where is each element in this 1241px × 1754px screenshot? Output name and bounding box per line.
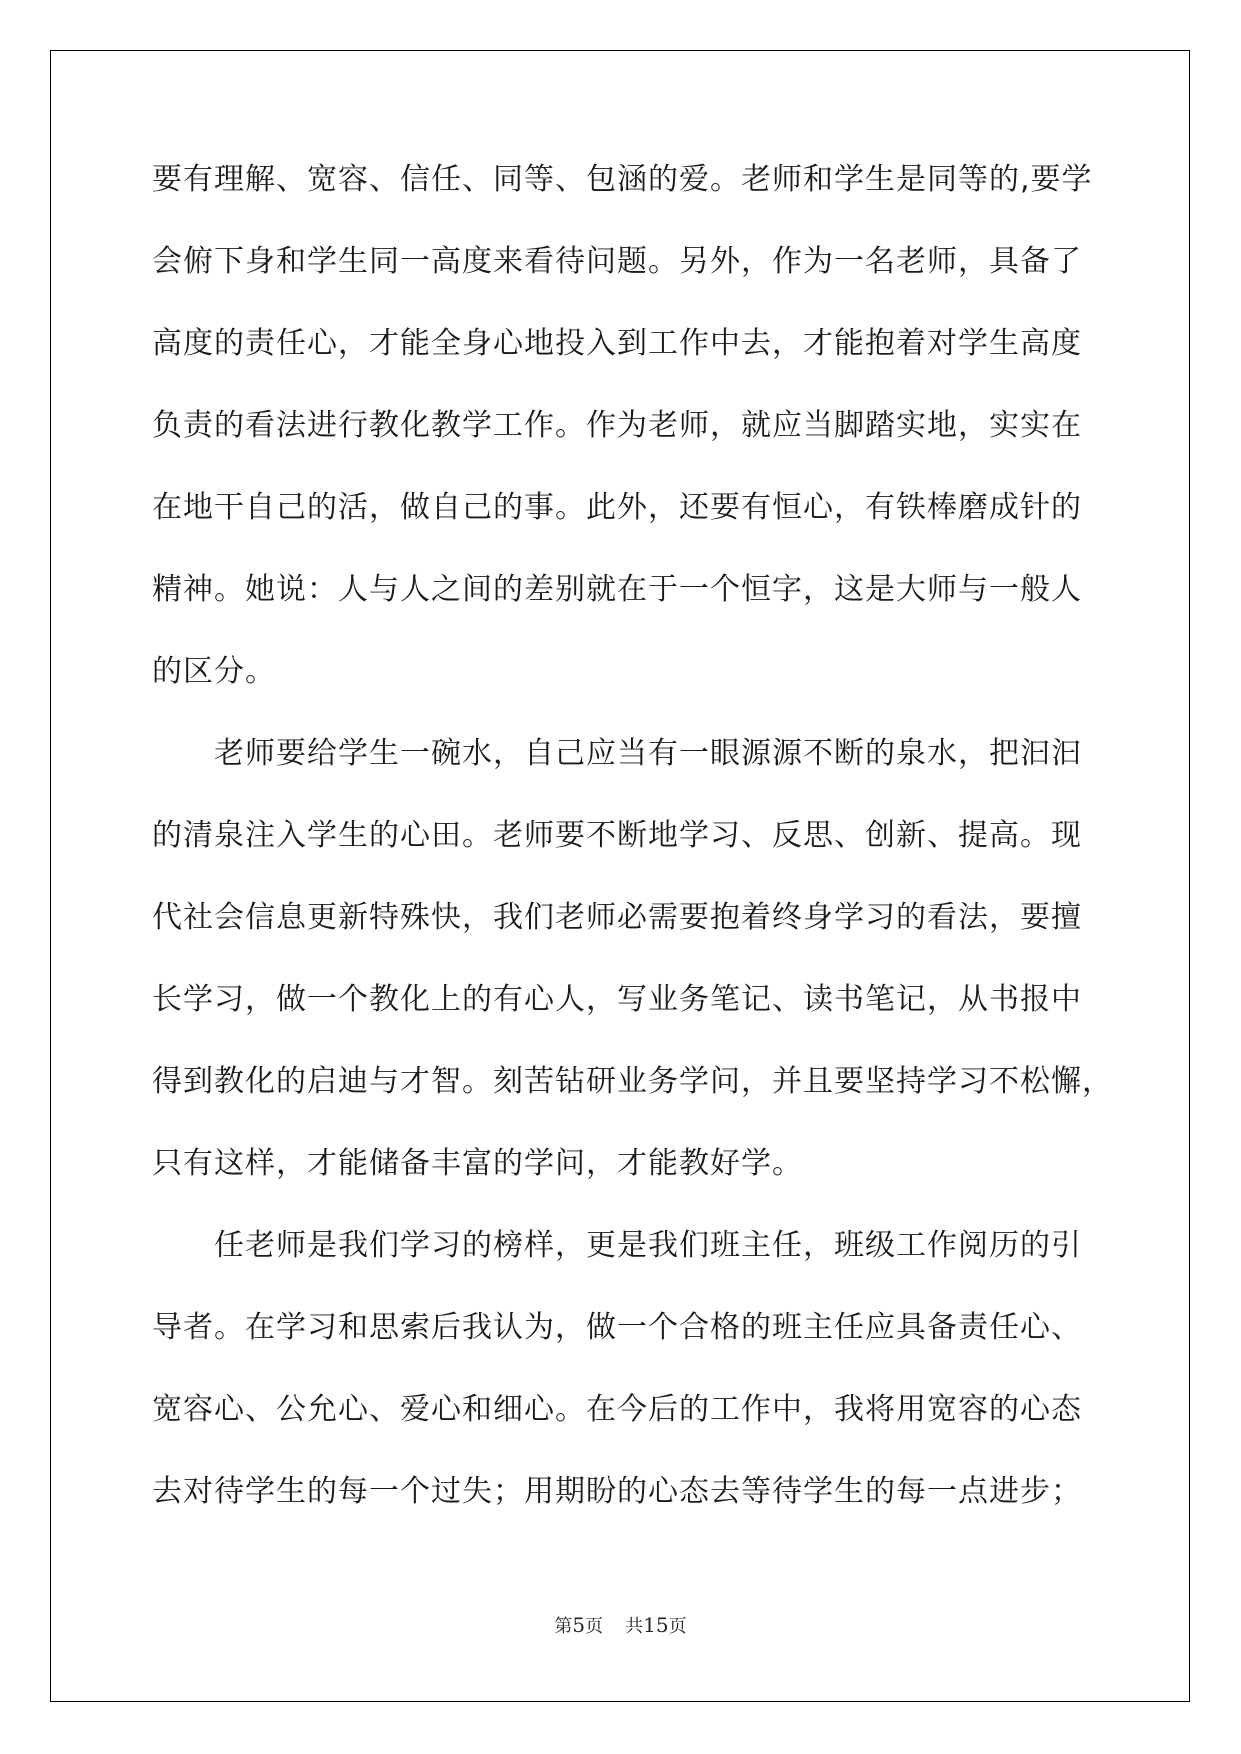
text-line: 宽容心、公允心、爱心和细心。在今后的工作中，我将用宽容的心态 xyxy=(152,1392,1082,1427)
text-line: 负责的看法进行教化教学工作。作为老师，就应当脚踏实地，实实在 xyxy=(152,408,1082,443)
text-line: 长学习，做一个教化上的有心人，写业务笔记、读书笔记，从书报中 xyxy=(152,982,1082,1017)
total-suffix: 页 xyxy=(668,1616,687,1637)
total-prefix: 共 xyxy=(625,1616,644,1637)
text-line: 的清泉注入学生的心田。老师要不断地学习、反思、创新、提高。现 xyxy=(152,818,1082,853)
text-line: 高度的责任心，才能全身心地投入到工作中去，才能抱着对学生高度 xyxy=(152,326,1082,361)
text-line: 去对待学生的每一个过失；用期盼的心态去等待学生的每一点进步； xyxy=(152,1474,1082,1509)
total-pages: 15 xyxy=(643,1613,669,1637)
text-line: 老师要给学生一碗水，自己应当有一眼源源不断的泉水，把汩汩 xyxy=(152,736,1082,771)
text-line: 只有这样，才能储备丰富的学问，才能教好学。 xyxy=(152,1146,803,1181)
text-line: 要有理解、宽容、信任、同等、包涵的爱。老师和学生是同等的,要学 xyxy=(152,162,1093,197)
text-line: 在地干自己的活，做自己的事。此外，还要有恒心，有铁棒磨成针的 xyxy=(152,490,1082,525)
text-line: 任老师是我们学习的榜样，更是我们班主任，班级工作阅历的引 xyxy=(152,1228,1082,1263)
text-line: 精神。她说：人与人之间的差别就在于一个恒字，这是大师与一般人 xyxy=(152,572,1082,607)
text-line: 代社会信息更新特殊快，我们老师必需要抱着终身学习的看法，要擅 xyxy=(152,900,1082,935)
page-prefix: 第 xyxy=(554,1616,573,1637)
page-number: 5 xyxy=(572,1613,586,1637)
text-line: 得到教化的启迪与才智。刻苦钻研业务学问，并且要坚持学习不松懈， xyxy=(152,1064,1113,1099)
document-body xyxy=(152,162,1113,1556)
text-line: 会俯下身和学生同一高度来看待问题。另外，作为一名老师，具备了 xyxy=(152,244,1082,279)
text-line: 导者。在学习和思索后我认为，做一个合格的班主任应具备责任心、 xyxy=(152,1310,1082,1345)
text-line: 的区分。 xyxy=(152,654,276,689)
page-footer xyxy=(0,1612,1241,1638)
page-suffix: 页 xyxy=(585,1616,604,1637)
